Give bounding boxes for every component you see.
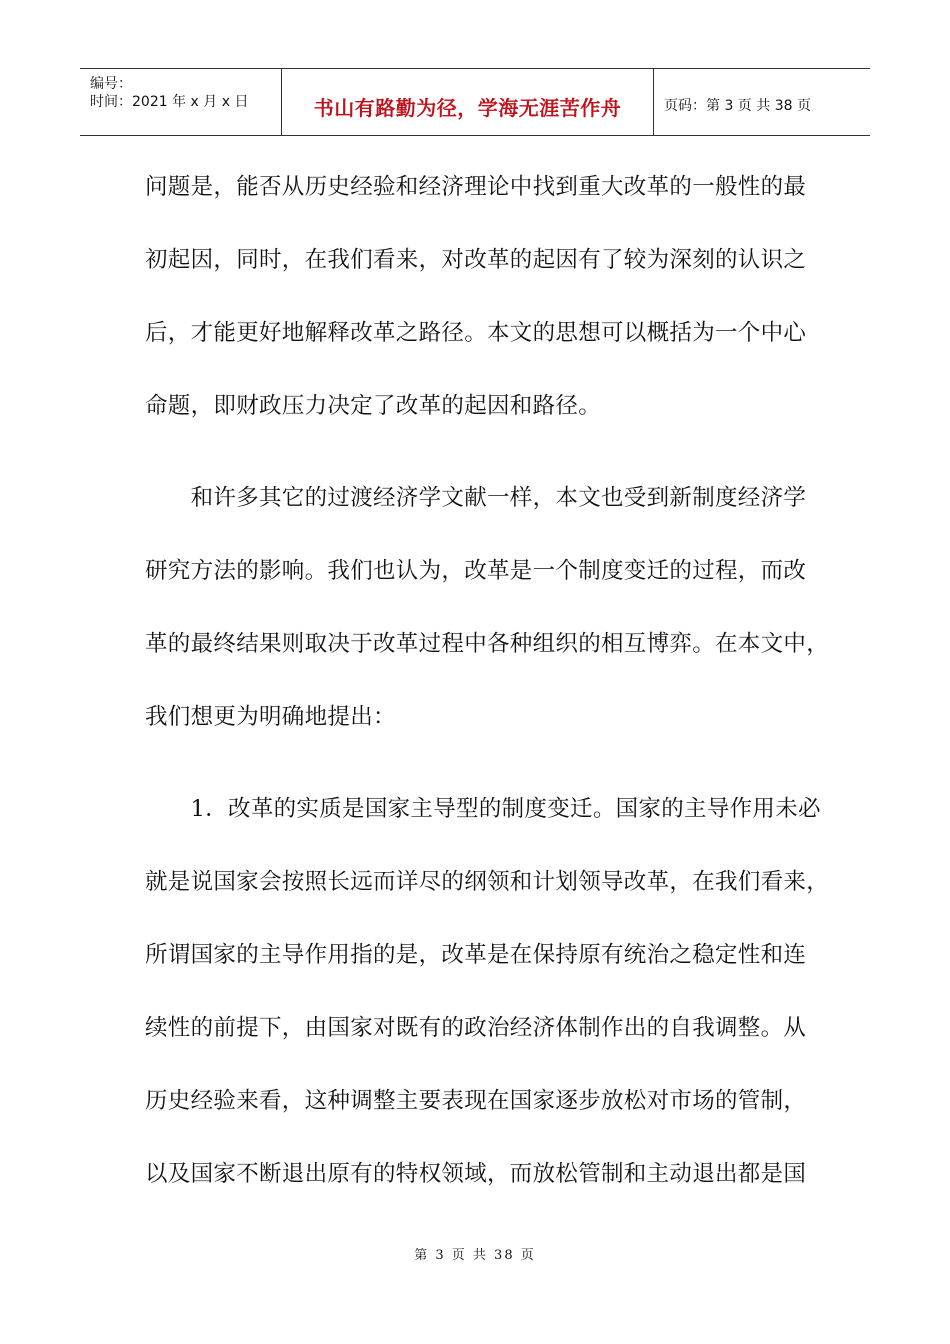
text-line: 历史经验来看，这种调整主要表现在国家逐步放松对市场的管制， bbox=[145, 1088, 807, 1114]
text-line: 命题，即财政压力决定了改革的起因和路径。 bbox=[145, 393, 602, 419]
text-line: 革的最终结果则取决于改革过程中各种组织的相互博弈。在本文中， bbox=[145, 631, 830, 657]
footer-page-number: 第 3 页 共 38 页 bbox=[414, 1248, 536, 1263]
header-page-number: 页码：第 3 页 共 38 页 bbox=[664, 98, 811, 114]
text-line: 1．改革的实质是国家主导型的制度变迁。国家的主导作用未必 bbox=[145, 796, 821, 822]
header-meta-cell bbox=[80, 69, 282, 135]
paragraph-3 bbox=[145, 784, 830, 1222]
paragraph-gap bbox=[145, 765, 805, 784]
text-line: 研究方法的影响。我们也认为，改革是一个制度变迁的过程，而改 bbox=[145, 558, 807, 584]
paragraph-2 bbox=[145, 473, 830, 765]
text-line: 后，才能更好地解释改革之路径。本文的思想可以概括为一个中心 bbox=[145, 320, 807, 346]
text-line: 所谓国家的主导作用指的是，改革是在保持原有统治之稳定性和连 bbox=[145, 942, 807, 968]
text-line: 和许多其它的过渡经济学文献一样，本文也受到新制度经济学 bbox=[145, 485, 807, 511]
header-motto: 书山有路勤为径，学海无涯苦作舟 bbox=[313, 95, 622, 120]
text-line: 初起因，同时，在我们看来，对改革的起因有了较为深刻的认识之 bbox=[145, 247, 807, 273]
header-page-cell bbox=[654, 69, 870, 135]
text-line: 我们想更为明确地提出： bbox=[145, 704, 396, 730]
text-line: 续性的前提下，由国家对既有的政治经济体制作出的自我调整。从 bbox=[145, 1015, 807, 1041]
document-body bbox=[145, 162, 830, 1222]
text-line: 以及国家不断退出原有的特权领域，而放松管制和主动退出都是国 bbox=[145, 1161, 807, 1187]
text-line: 问题是，能否从历史经验和经济理论中找到重大改革的一般性的最 bbox=[145, 174, 807, 200]
document-date: 时间：2021 年 x 月 x 日 bbox=[90, 94, 249, 110]
header-motto-cell bbox=[282, 69, 654, 135]
document-header bbox=[80, 68, 870, 136]
paragraph-1 bbox=[145, 162, 805, 454]
paragraph-gap bbox=[145, 454, 805, 473]
document-number: 编号： bbox=[90, 76, 132, 92]
page-footer bbox=[0, 1244, 950, 1263]
text-line: 就是说国家会按照长远而详尽的纲领和计划领导改革，在我们看来， bbox=[145, 869, 830, 895]
